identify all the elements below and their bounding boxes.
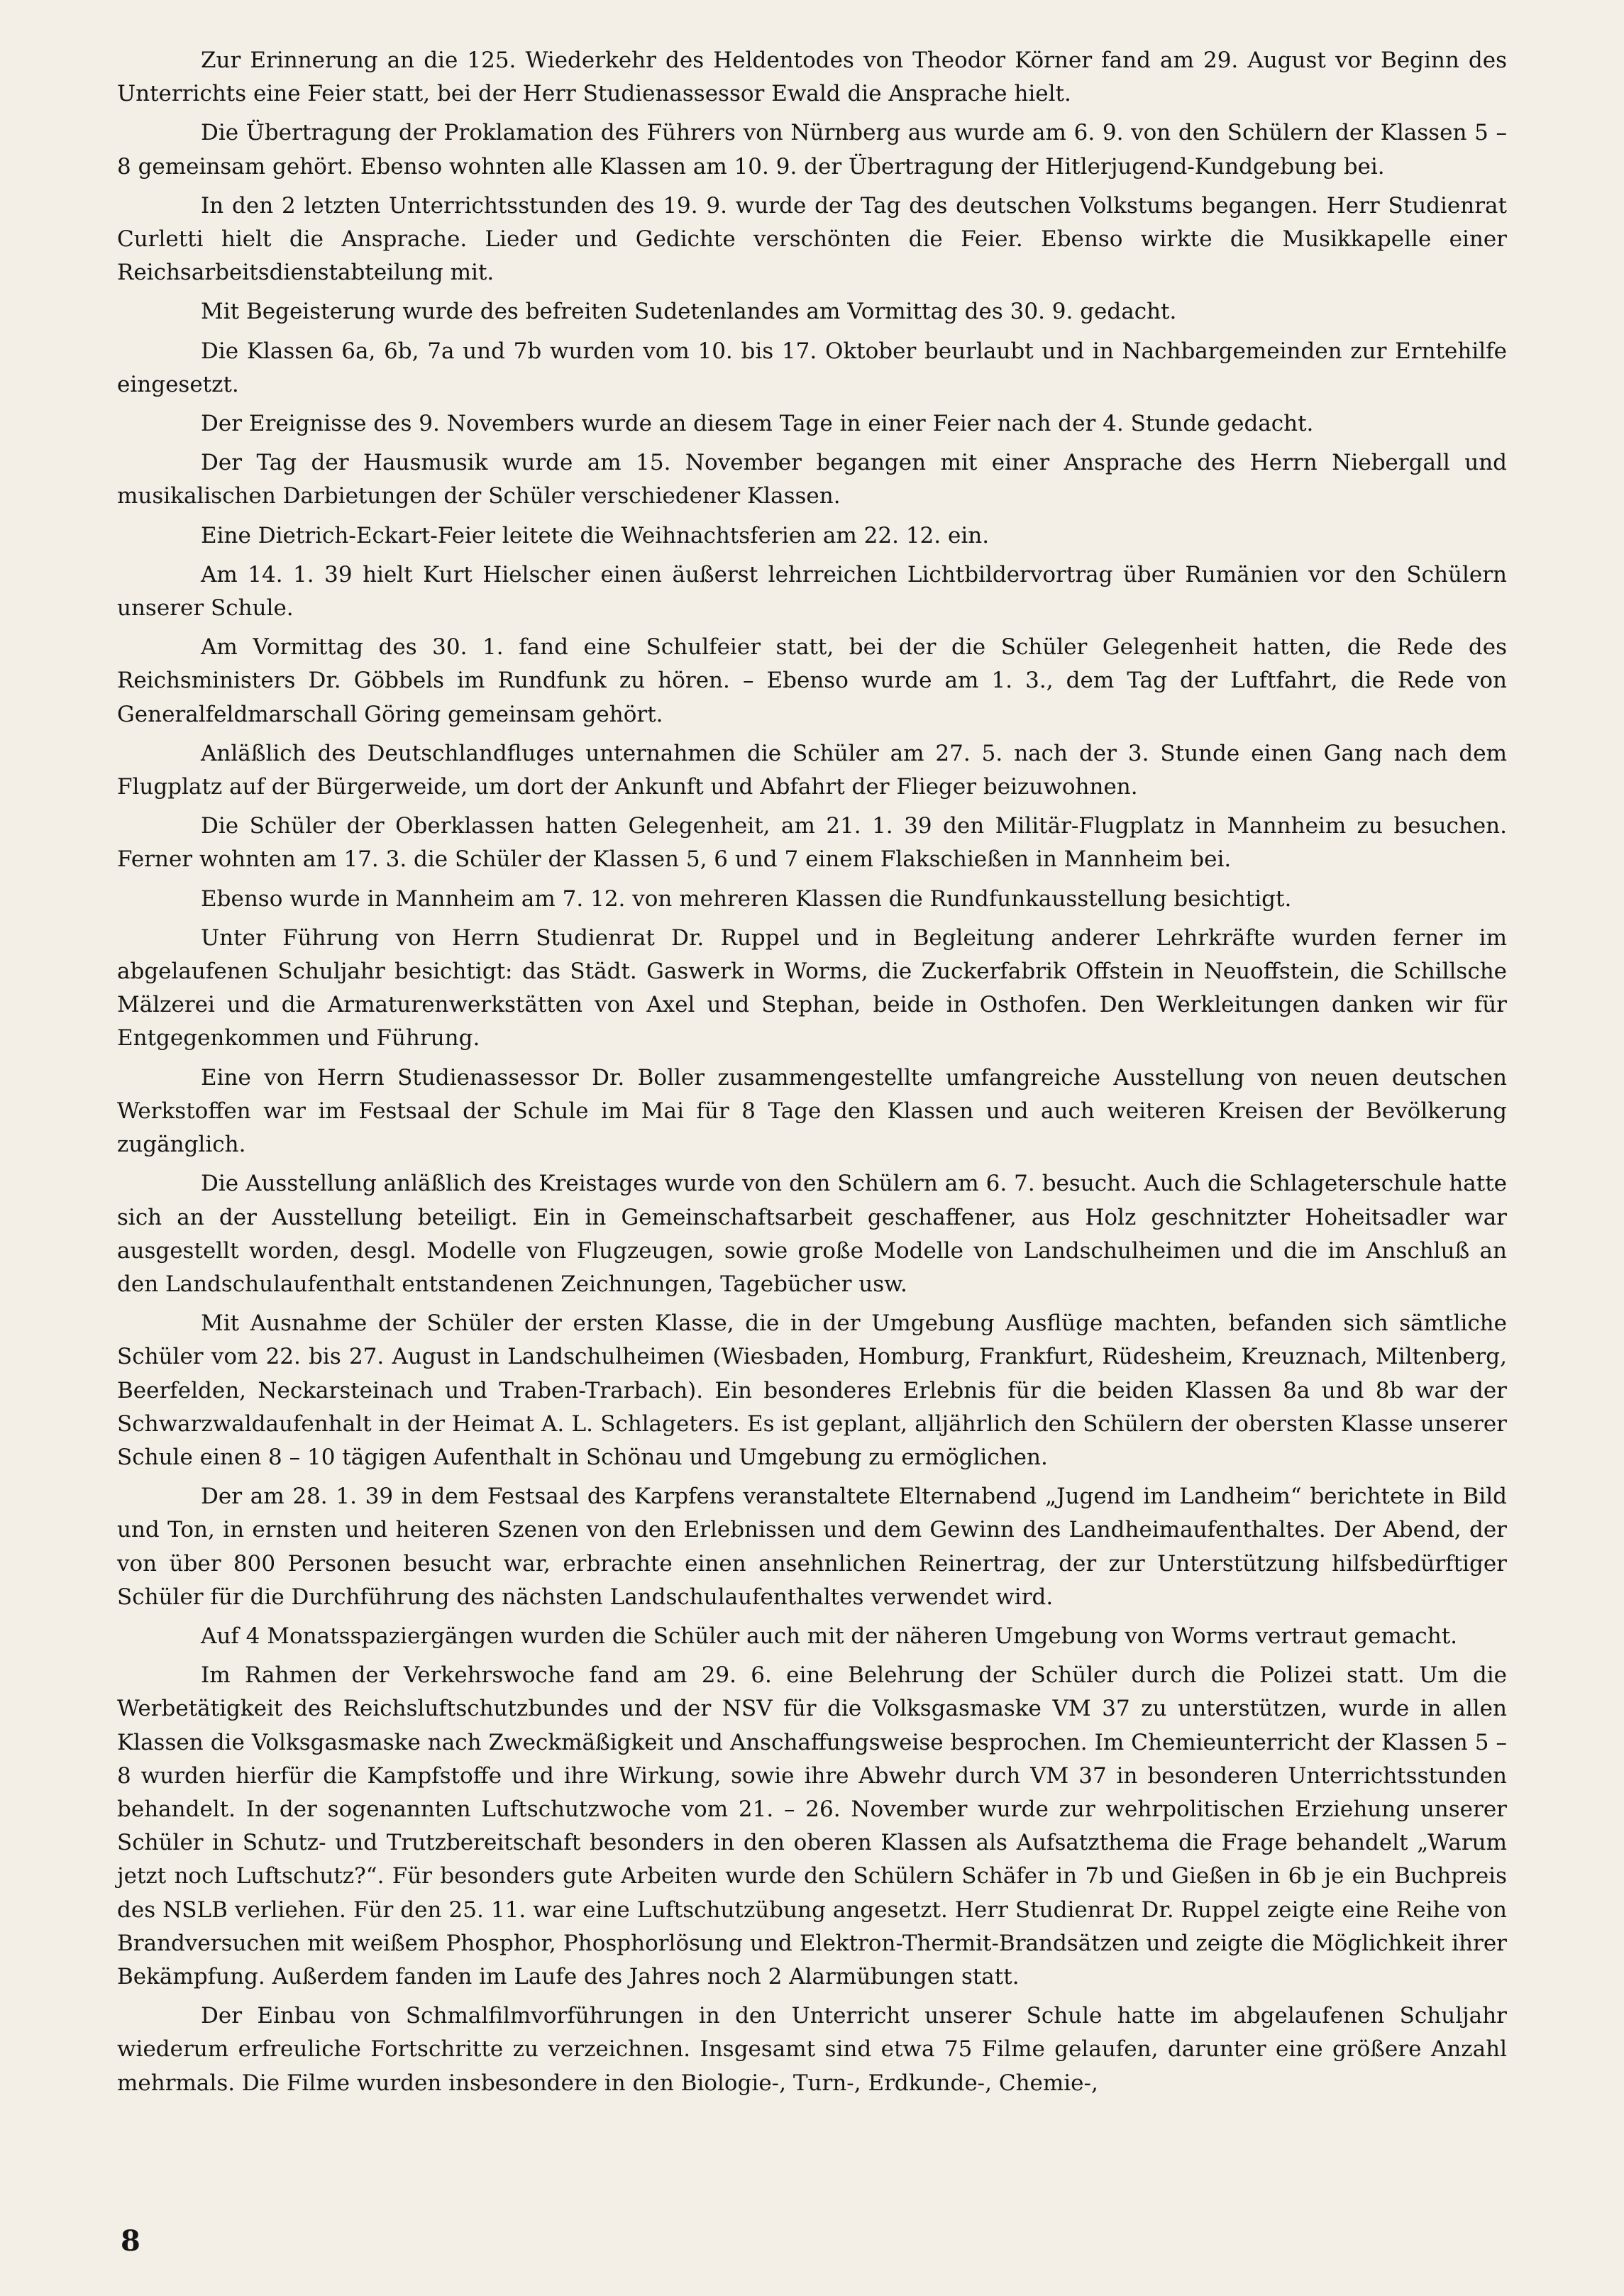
- paragraph-flugplatz-mannheim: Die Schüler der Oberklassen hatten Gelegenheit, am 21. 1. 39 den Militär-Flugplatz in Mannheim zu besuchen. Ferner wohnten am 17. 3. die Schüler der Klassen 5, 6 und 7 einem Flakschießen in Mannheim bei.: [117, 813, 1507, 873]
- paragraph-sudetenland: Mit Begeisterung wurde des befreiten Sudetenlandes am Vormittag des 30. 9. gedacht.: [201, 299, 1177, 325]
- paragraph-eckart-feier: Eine Dietrich-Eckart-Feier leitete die Weihnachtsferien am 22. 12. ein.: [201, 522, 990, 548]
- paragraph-rundfunkausstellung: Ebenso wurde in Mannheim am 7. 12. von mehreren Klassen die Rundfunkausstellung besichtigt.: [201, 885, 1292, 912]
- paragraph-schmalfilm: Der Einbau von Schmalfilmvorführungen in den Unterricht unserer Schule hatte im abgelaufenen Schuljahr wiederum erfreuliche Fortschritte zu verzeichnen. Insgesamt sind etwa 75 Filme gelaufen, darunter eine größere Anzahl mehrmals. Die Filme wurden insbesondere in den Biologie-, Turn-, Erdkunde-, Chemie-,: [117, 2003, 1507, 2096]
- paragraph-besichtigungen: Unter Führung von Herrn Studienrat Dr. Ruppel und in Begleitung anderer Lehrkräfte wurden ferner im abgelaufenen Schuljahr besichtigt: das Städt. Gaswerk in Worms, die Zuckerfabrik Offstein in Neuoffstein, die Schillsche Mälzerei und die Armaturenwerkstätten von Axel und Stephan, beide in Osthofen. Den Werkleitungen danken wir für Entgegenkommen und Führung.: [117, 925, 1507, 1052]
- paragraph-proklamation: Die Übertragung der Proklamation des Führers von Nürnberg aus wurde am 6. 9. von den Schülern der Klassen 5 – 8 gemeinsam gehört. Ebenso wohnten alle Klassen am 10. 9. der Übertragung der Hitlerjugend-Kundgebung bei.: [117, 120, 1507, 180]
- paragraph-luftschutz: Im Rahmen der Verkehrswoche fand am 29. 6. eine Belehrung der Schüler durch die Polizei statt. Um die Werbetätigkeit des Reichsluftschutzbundes und der NSV für die Volksgasmaske VM 37 zu unterstützen, wurde in allen Klassen die Volksgasmaske nach Zweckmäßigkeit und Anschaffungsweise besprochen. Im Chemieunterricht der Klassen 5 – 8 wurden hierfür die Kampfstoffe und ihre Wirkung, sowie ihre Abwehr durch VM 37 in besonderen Unterrichtsstunden behandelt. In der sogenannten Luftschutzwoche vom 21. – 26. November wurde zur wehrpolitischen Erziehung unserer Schüler in Schutz- und Trutzbereitschaft besonders in den oberen Klassen als Aufsatzthema die Frage behandelt „Warum jetzt noch Luftschutz?“. Für besonders gute Arbeiten wurde den Schülern Schäfer in 7b und Gießen in 6b je ein Buchpreis des NSLB verliehen. Für den 25. 11. war eine Luftschutzübung angesetzt. Herr Studienrat Dr. Ruppel zeigte eine Reihe von Brandversuchen mit weißem Phosphor, Phosphorlösung und Elektron-Thermit-Brandsätzen und zeigte die Möglichkeit ihrer Bekämpfung. Außerdem fanden im Laufe des Jahres noch 2 Alarmübungen statt.: [117, 1662, 1507, 1989]
- paragraph-erntehilfe: Die Klassen 6a, 6b, 7a und 7b wurden vom 10. bis 17. Oktober beurlaubt und in Nachbargemeinden zur Erntehilfe eingesetzt.: [117, 338, 1507, 397]
- body-text: [117, 44, 1507, 2100]
- page-number: 8: [121, 2224, 140, 2258]
- paragraph-monatsspaziergaenge: Auf 4 Monatsspaziergängen wurden die Schüler auch mit der näheren Umgebung von Worms vertraut gemacht.: [201, 1623, 1458, 1649]
- paragraph-werkstoffausstellung: Eine von Herrn Studienassessor Dr. Boller zusammengestellte umfangreiche Ausstellung von neuen deutschen Werkstoffen war im Festsaal der Schule im Mai für 8 Tage den Klassen und auch weiteren Kreisen der Bevölkerung zugänglich.: [117, 1064, 1507, 1158]
- paragraph-hausmusik: Der Tag der Hausmusik wurde am 15. November begangen mit einer Ansprache des Herrn Niebergall und musikalischen Darbietungen der Schüler verschiedener Klassen.: [117, 450, 1507, 509]
- paragraph-schulfeier: Am Vormittag des 30. 1. fand eine Schulfeier statt, bei der die Schüler Gelegenheit hatten, die Rede des Reichsministers Dr. Göbbels im Rundfunk zu hören. – Ebenso wurde am 1. 3., dem Tag der Luftfahrt, die Rede von Generalfeldmarschall Göring gemeinsam gehört.: [117, 634, 1507, 727]
- paragraph-volkstum: In den 2 letzten Unterrichtsstunden des 19. 9. wurde der Tag des deutschen Volkstums begangen. Herr Studienrat Curletti hielt die Ansprache. Lieder und Gedichte verschönten die Feier. Ebenso wirkte die Musikkapelle einer Reichsarbeitsdienstabteilung mit.: [117, 192, 1507, 286]
- paragraph-koerner-feier: Zur Erinnerung an die 125. Wiederkehr des Heldentodes von Theodor Körner fand am 29. August vor Beginn des Unterrichts eine Feier statt, bei der Herr Studienassessor Ewald die Ansprache hielt.: [117, 48, 1507, 107]
- paragraph-kreistag: Die Ausstellung anläßlich des Kreistages wurde von den Schülern am 6. 7. besucht. Auch die Schlageterschule hatte sich an der Ausstellung beteiligt. Ein in Gemeinschaftsarbeit geschaffener, aus Holz geschnitzter Hoheitsadler war ausgestellt worden, desgl. Modelle von Flugzeugen, sowie große Modelle von Landschulheimen und die im Anschluß an den Landschulaufenthalt entstandenen Zeichnungen, Tagebücher usw.: [117, 1171, 1507, 1297]
- paragraph-landschulheime: Mit Ausnahme der Schüler der ersten Klasse, die in der Umgebung Ausflüge machten, befanden sich sämtliche Schüler vom 22. bis 27. August in Landschulheimen (Wiesbaden, Homburg, Frankfurt, Rüdesheim, Kreuznach, Miltenberg, Beerfelden, Neckarsteinach und Traben-Trarbach). Ein besonderes Erlebnis für die beiden Klassen 8a und 8b war der Schwarzwaldaufenhalt in der Heimat A. L. Schlageters. Es ist geplant, alljährlich den Schülern der obersten Klasse unserer Schule einen 8 – 10 tägigen Aufenthalt in Schönau und Umgebung zu ermöglichen.: [117, 1310, 1507, 1470]
- paragraph-lichtbildervortrag: Am 14. 1. 39 hielt Kurt Hielscher einen äußerst lehrreichen Lichtbildervortrag über Rumänien vor den Schülern unserer Schule.: [117, 561, 1507, 622]
- paragraph-elternabend: Der am 28. 1. 39 in dem Festsaal des Karpfens veranstaltete Elternabend „Jugend im Landheim“ berichtete in Bild und Ton, in ernsten und heiteren Szenen von den Erlebnissen und dem Gewinn des Landheimaufenthaltes. Der Abend, der von über 800 Personen besucht war, erbrachte einen ansehnlichen Reinertrag, der zur Unterstützung hilfsbedürftiger Schüler für die Durchführung des nächsten Landschulaufenthaltes verwendet wird.: [117, 1484, 1507, 1610]
- paragraph-deutschlandflug: Anläßlich des Deutschlandfluges unternahmen die Schüler am 27. 5. nach der 3. Stunde einen Gang nach dem Flugplatz auf der Bürgerweide, um dort der Ankunft und Abfahrt der Flieger beizuwohnen.: [117, 740, 1507, 800]
- paragraph-november: Der Ereignisse des 9. Novembers wurde an diesem Tage in einer Feier nach der 4. Stunde gedacht.: [201, 411, 1314, 437]
